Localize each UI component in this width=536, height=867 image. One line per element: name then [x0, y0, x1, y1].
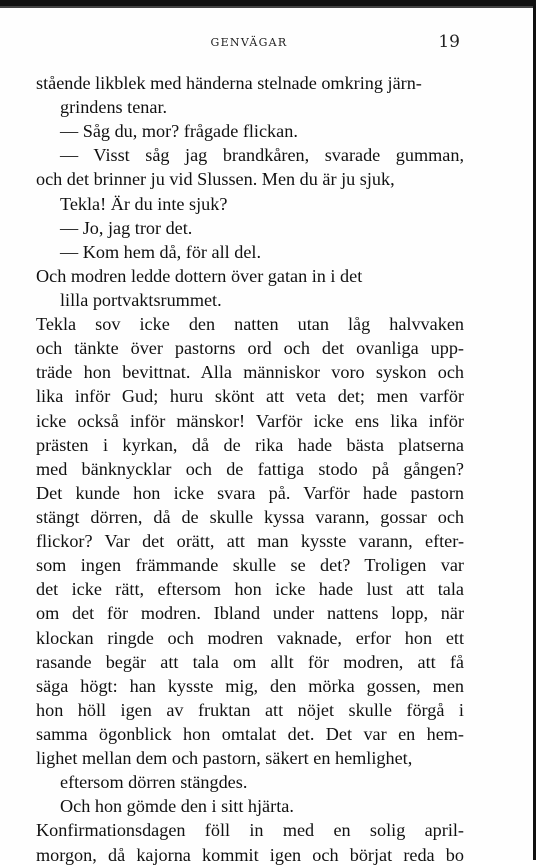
text-line: stängt dörren, då de skulle kyssa varann, gossar och [36, 506, 464, 527]
text-line: eftersom dörren stängdes. [60, 772, 248, 793]
page-number: 19 [438, 32, 460, 52]
running-head: GENVÄGAR [210, 36, 288, 49]
text-line: — Såg du, mor? frågade flickan. [60, 121, 298, 142]
text-line: säga högt: han kysste mig, den mörka gossen, men [36, 675, 464, 696]
text-line: Och modren ledde dottern över gatan in i det [36, 265, 363, 286]
text-line: Tekla! Är du inte sjuk? [60, 193, 228, 214]
text-line: och tänkte över pastorns ord och det ovanliga upp- [36, 338, 464, 359]
text-line: hon höll igen av fruktan att nöjet skulle förgå i [36, 699, 464, 720]
text-line: träde hon bevittnat. Alla människor voro syskon och [36, 362, 464, 383]
text-line: prästen i kyrkan, då de rika hade bästa platserna [36, 434, 464, 455]
top-edge-rule [0, 0, 536, 6]
text-line: lighet mellan dem och pastorn, säkert en hemlighet, [36, 748, 413, 769]
text-line: morgon, då kajorna kommit igen och börjat reda bo [36, 844, 464, 865]
text-line: — Visst såg jag brandkåren, svarade gumman, [60, 145, 464, 166]
text-line: med bänknycklar och de fattiga stodo på gången? [36, 458, 464, 479]
page-header [38, 32, 460, 60]
text-line: Konfirmationsdagen föll in med en solig april- [36, 820, 464, 841]
text-line: icke också inför mänskor! Varför icke ens lika inför [36, 410, 464, 431]
text-line: stående likblek med händerna stelnade omkring järn- [36, 73, 422, 93]
text-line: grindens tenar. [60, 97, 168, 118]
text-line: — Jo, jag tror det. [60, 217, 193, 238]
text-line: lika inför Gud; huru skönt att veta det; men varför [36, 386, 464, 407]
text-line: samma ögonblick hon omtalat det. Det var en hem- [36, 723, 464, 744]
text-line: och det brinner ju vid Slussen. Men du är ju sjuk, [36, 169, 395, 190]
text-line: som ingen främmande skulle se det? Troligen var [36, 555, 464, 576]
text-line: Och hon gömde den i sitt hjärta. [60, 796, 294, 817]
text-line: — Kom hem då, för all del. [60, 241, 262, 262]
text-line: flickor? Var det orätt, att man kysste varann, efter- [36, 531, 464, 552]
text-line: lilla portvaktsrummet. [60, 289, 222, 310]
text-line: det icke rätt, eftersom hon icke hade lust att tala [36, 579, 464, 600]
text-line: klockan ringde och modren vaknade, erfor hon ett [36, 627, 464, 648]
body-text [36, 71, 464, 867]
text-line: om det för modren. Ibland under nattens lopp, när [36, 603, 464, 624]
text-line: rasande begär att tala om allt för modren, att få [36, 651, 464, 672]
text-line: Tekla sov icke den natten utan låg halvvaken [36, 314, 464, 335]
text-line: Det kunde hon icke svara på. Varför hade pastorn [36, 482, 464, 503]
